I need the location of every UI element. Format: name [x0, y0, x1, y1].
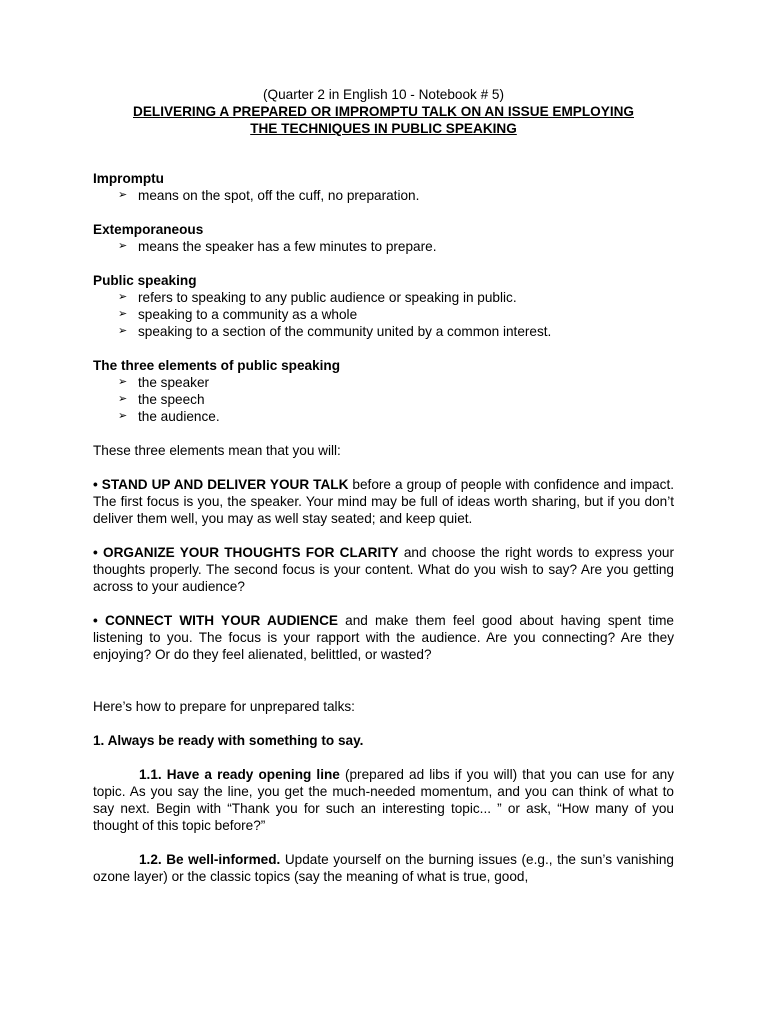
document-subtitle: (Quarter 2 in English 10 - Notebook # 5)	[262, 87, 505, 102]
list-item: ➢ speaking to a community as a whole	[118, 307, 358, 322]
impromptu-list	[93, 187, 674, 204]
document-title-line-1: DELIVERING A PREPARED OR IMPROMPTU TALK ON AN ISSUE EMPLOYING	[133, 104, 634, 119]
list-item: ➢ means on the spot, off the cuff, no preparation.	[118, 188, 420, 203]
extemporaneous-heading: Extemporaneous	[93, 222, 204, 237]
list-item: ➢ means the speaker has a few minutes to prepare.	[118, 239, 437, 254]
list-item: ➢ the audience.	[118, 409, 220, 424]
extemporaneous-list	[93, 238, 674, 255]
public-speaking-heading: Public speaking	[93, 273, 197, 288]
arrow-bullet-icon: ➢	[118, 308, 128, 320]
point-stand-up: • STAND UP AND DELIVER YOUR TALK before a group of people with confidence and impact. The first focus is you, the speaker. Your mind may be full of ideas worth sharing, but if you don’t deliver them well, you may as well stay seated; and keep quiet.	[93, 477, 674, 526]
intro-text: These three elements mean that you will:	[93, 443, 341, 458]
arrow-bullet-icon: ➢	[118, 376, 128, 388]
arrow-bullet-icon: ➢	[118, 325, 128, 337]
point-organize: • ORGANIZE YOUR THOUGHTS FOR CLARITY and choose the right words to express your thoughts properly. The second focus is your content. What do you wish to say? Are you getting across to your audience?	[93, 545, 674, 594]
list-item: ➢ refers to speaking to any public audience or speaking in public.	[118, 290, 517, 305]
arrow-bullet-icon: ➢	[118, 291, 128, 303]
list-item: ➢ the speaker	[118, 375, 210, 390]
public-speaking-list	[93, 289, 674, 340]
sub-step-1-1: 1.1. Have a ready opening line (prepared ad libs if you will) that you can use for any topic. As you say the line, you get the much-needed momentum, and you can think of what to say next. Begin with “Thank you for such an interesting topic... ” or ask, “How many of you thought of this topic before?”	[93, 767, 675, 833]
arrow-bullet-icon: ➢	[118, 189, 128, 201]
list-item: ➢ speaking to a section of the community united by a common interest.	[118, 324, 552, 339]
elements-heading: The three elements of public speaking	[93, 358, 341, 373]
impromptu-heading: Impromptu	[93, 171, 164, 186]
step-1-heading: 1. Always be ready with something to say.	[93, 733, 364, 748]
arrow-bullet-icon: ➢	[118, 410, 128, 422]
list-item: ➢ the speech	[118, 392, 205, 407]
arrow-bullet-icon: ➢	[118, 240, 128, 252]
howto-text: Here’s how to prepare for unprepared talks:	[93, 699, 355, 714]
point-connect: • CONNECT WITH YOUR AUDIENCE and make them feel good about having spent time listening to you. The focus is your rapport with the audience. Are you connecting? Are they enjoying? Or do they feel alienated, belittled, or wasted?	[93, 613, 674, 662]
arrow-bullet-icon: ➢	[118, 393, 128, 405]
document-title-line-2: THE TECHNIQUES IN PUBLIC SPEAKING	[250, 121, 517, 136]
sub-step-1-2: 1.2. Be well-informed. Update yourself on the burning issues (e.g., the sun’s vanishing ozone layer) or the classic topics (say the meaning of what is true, good,	[93, 852, 674, 884]
elements-list	[93, 374, 674, 425]
